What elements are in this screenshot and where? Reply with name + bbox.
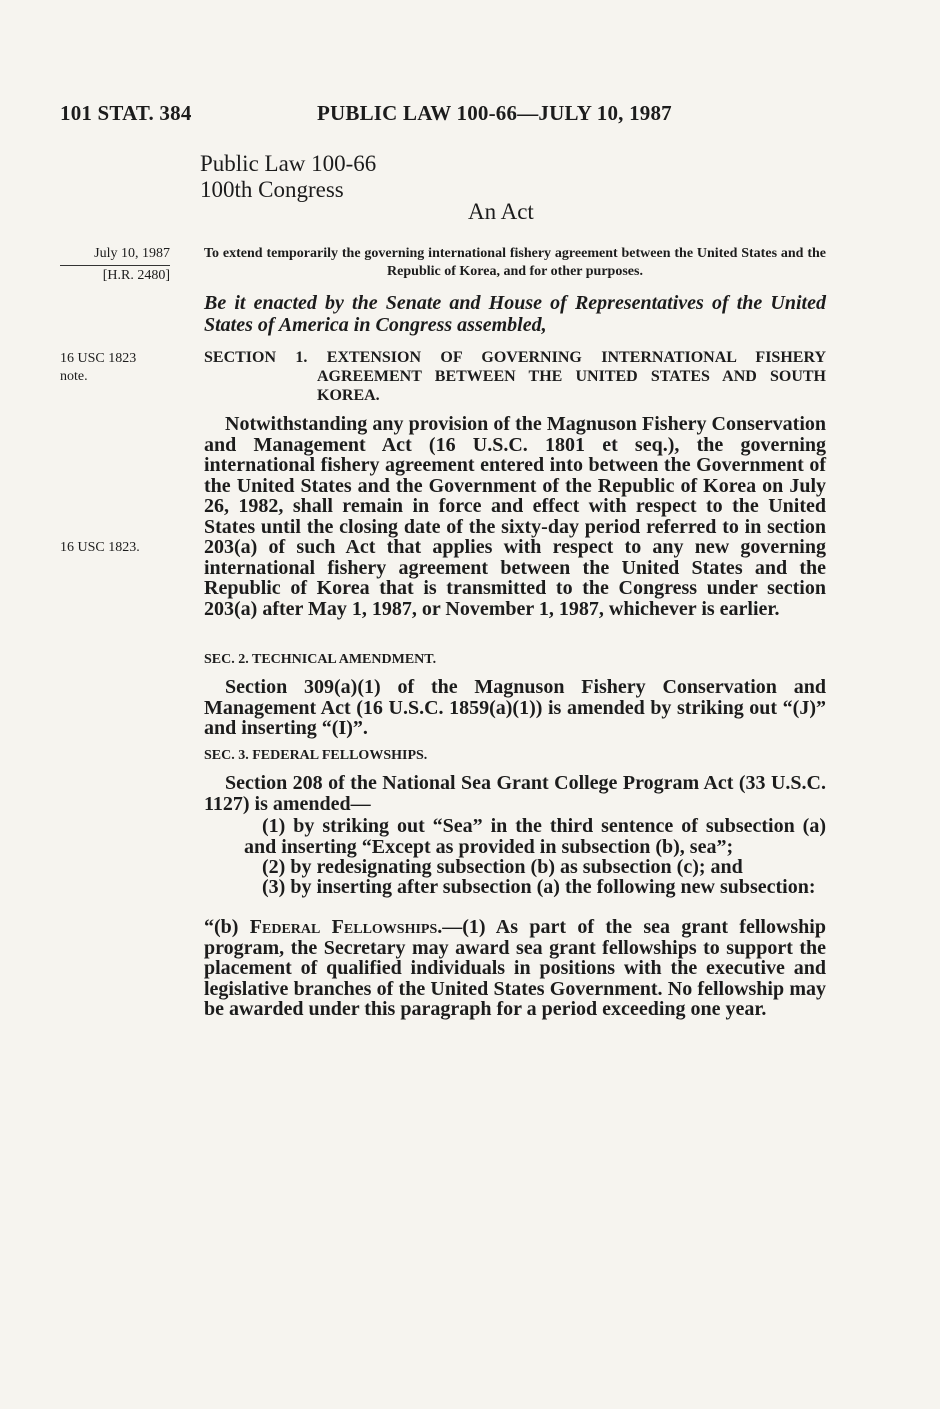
quote-prefix: “(b) — [204, 916, 250, 938]
quote-heading: Federal Fellowships. — [249, 916, 443, 938]
amendment-item: (1) by striking out “Sea” in the third sentence of subsection (a) and inserting “Except as provided in subsection (b), sea”; — [244, 815, 826, 858]
margin-note-usc-1823: 16 USC 1823. — [60, 540, 140, 555]
section-3-text: Section 208 of the National Sea Grant College Program Act (33 U.S.C. 1127) is amended— — [204, 772, 826, 815]
stat-citation: 101 STAT. 384 — [60, 101, 192, 125]
quote-text: —(1) As part of the sea grant fellowship program, the Secretary may award sea grant fellowships to support the placement of qualified individuals in positions with the executive and legislative branches of the United States Government. No fellowship may be awarded under this paragraph for a period exceeding one year. — [204, 916, 826, 1020]
section-1-heading-line1: SECTION 1. EXTENSION OF GOVERNING INTERNATIONAL FISHERY — [204, 349, 826, 366]
margin-note-line: 16 USC 1823 — [60, 351, 137, 366]
amendment-item: (2) by redesignating subsection (b) as subsection (c); and — [262, 856, 743, 878]
margin-date-block — [60, 244, 170, 286]
amendment-item: (3) by inserting after subsection (a) the following new subsection: — [262, 876, 816, 898]
section-2-text: Section 309(a)(1) of the Magnuson Fishery Conservation and Management Act (16 U.S.C. 1859(a)(1)) is amended by striking out “(J)” and inserting “(I)”. — [204, 676, 826, 739]
public-law-number: Public Law 100-66 — [200, 151, 377, 176]
purpose-statement: To extend temporarily the governing international fishery agreement between the United States and the Republic of Korea, and for other purposes. — [204, 246, 826, 279]
law-title — [200, 151, 376, 203]
margin-note-usc-1823-note — [60, 350, 136, 386]
running-header: PUBLIC LAW 100-66—JULY 10, 1987 — [317, 101, 672, 125]
congress-number: 100th Congress — [200, 177, 344, 202]
section-1-text: Notwithstanding any provision of the Magnuson Fishery Conservation and Management Act (16 U.S.C. 1801 et seq.), the governing international fishery agreement entered into between the Government of the United States and the Government of the Republic of Korea on July 26, 1982, shall remain in force and effect with respect to the United States until the closing date of the sixty-day period referred to in section 203(a) of such Act that applies with respect to any new governing international fishery agreement between the United States and the Republic of Korea that is transmitted to the Congress under section 203(a) after May 1, 1987, or November 1, 1987, whichever is earlier. — [204, 413, 826, 620]
section-1-heading — [204, 348, 826, 405]
quoted-subsection — [204, 917, 826, 1020]
section-1-heading-rest: AGREEMENT BETWEEN THE UNITED STATES AND SOUTH KOREA. — [317, 368, 826, 404]
section-3-heading: SEC. 3. FEDERAL FELLOWSHIPS. — [204, 748, 428, 763]
margin-note-line: note. — [60, 369, 88, 384]
section-2-heading: SEC. 2. TECHNICAL AMENDMENT. — [204, 652, 437, 667]
margin-date: July 10, 1987 — [60, 244, 170, 266]
margin-bill-number: [H.R. 2480] — [102, 268, 170, 283]
enacting-clause: Be it enacted by the Senate and House of Representatives of the United States of America in Congress assembled, — [204, 292, 826, 336]
an-act-heading: An Act — [468, 199, 534, 224]
